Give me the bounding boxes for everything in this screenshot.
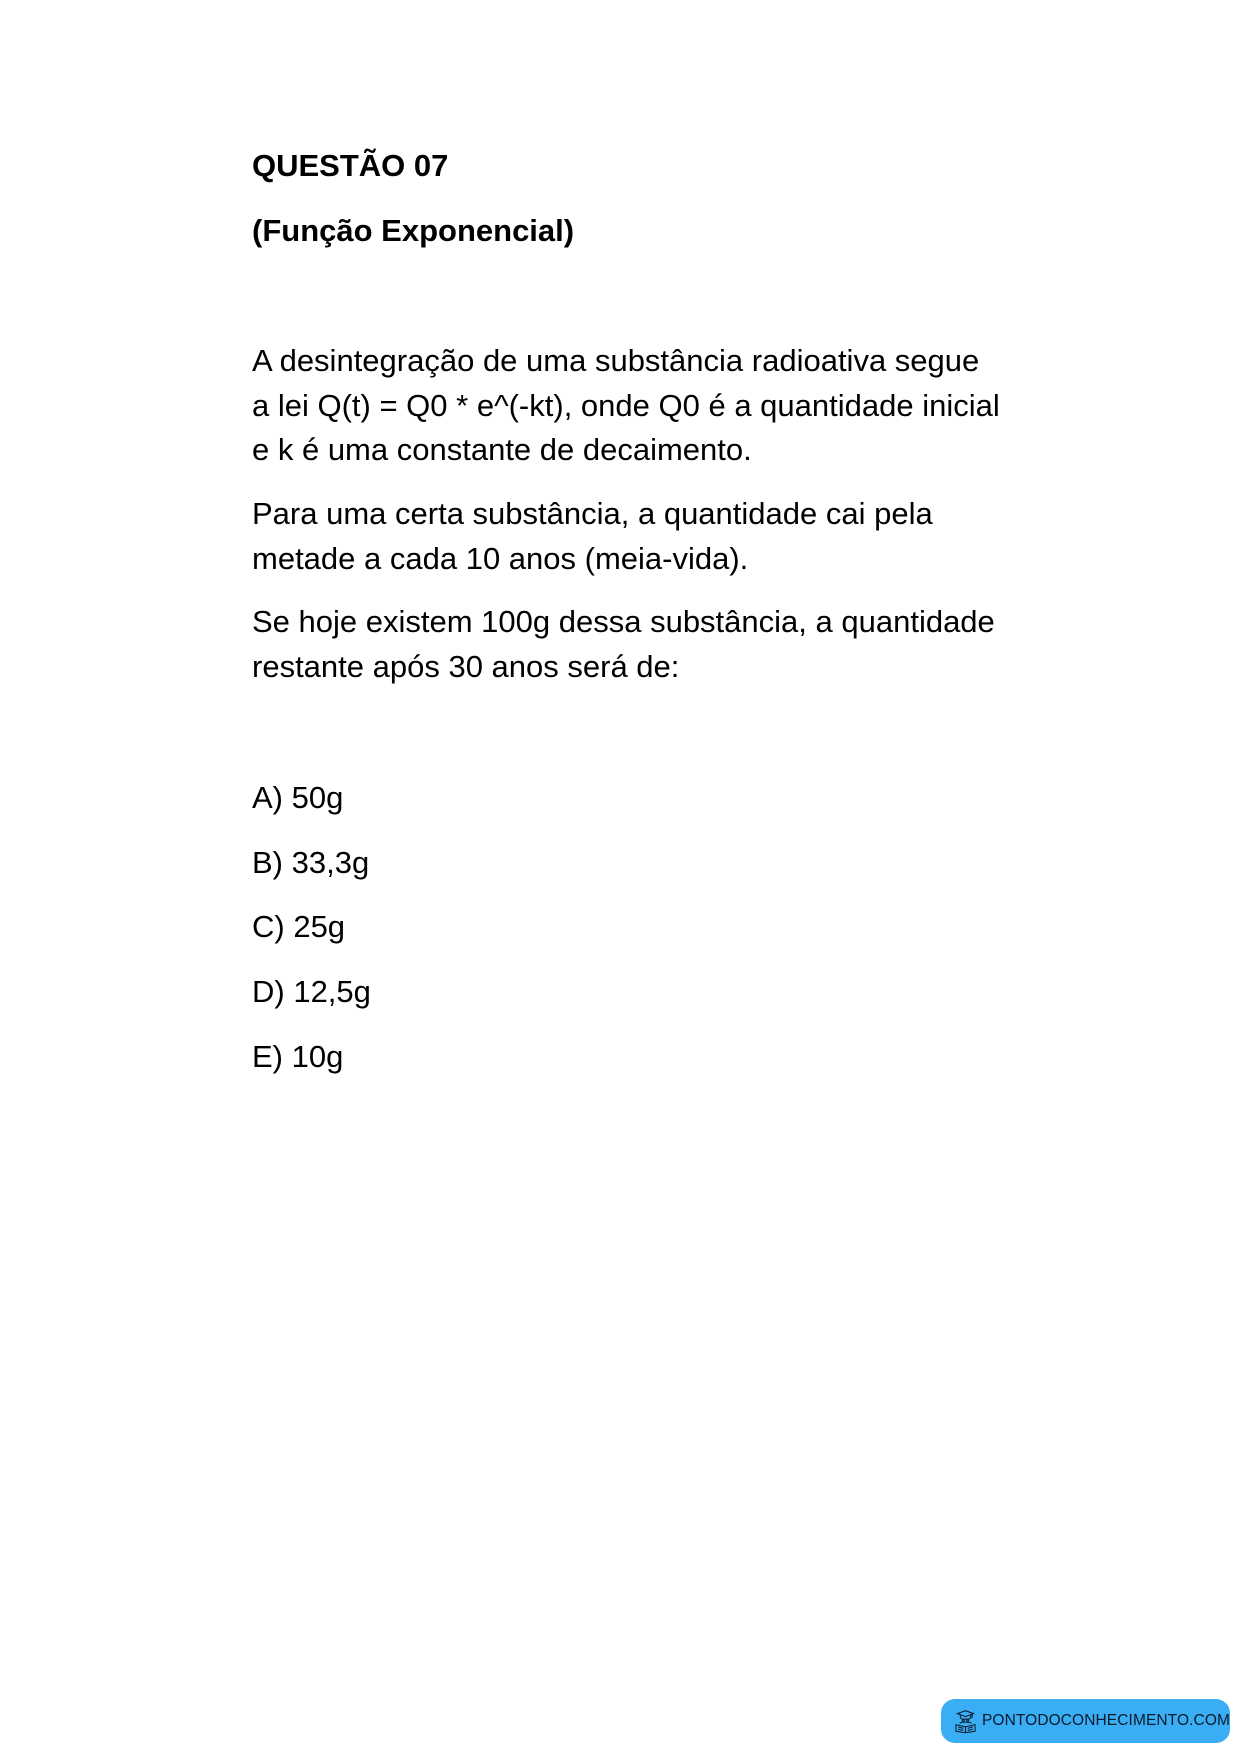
paragraph-1 — [252, 339, 1000, 473]
graduate-reading-book-icon — [953, 1704, 978, 1738]
option-b: B) 33,3g — [252, 845, 370, 880]
paragraph-line: restante após 30 anos será de: — [252, 648, 680, 684]
question-title: QUESTÃO 07 — [252, 148, 449, 183]
option-e: E) 10g — [252, 1039, 344, 1074]
paragraph-line: Se hoje existem 100g dessa substância, a quantidade — [252, 604, 995, 639]
option-d: D) 12,5g — [252, 974, 371, 1009]
paragraph-line: metade a cada 10 anos (meia-vida). — [252, 540, 749, 576]
paragraph-2 — [252, 492, 933, 581]
site-badge[interactable] — [941, 1699, 1230, 1743]
paragraph-line: e k é uma constante de decaimento. — [252, 432, 752, 467]
paragraph-3 — [252, 600, 995, 689]
option-c: C) 25g — [252, 909, 346, 944]
question-topic: (Função Exponencial) — [252, 213, 575, 248]
paragraph-line: a lei Q(t) = Q0 * e^(-kt), onde Q0 é a quantidade inicial — [252, 387, 1000, 423]
option-a: A) 50g — [252, 780, 344, 815]
paragraph-line: Para uma certa substância, a quantidade cai pela — [252, 496, 933, 531]
paragraph-line: A desintegração de uma substância radioativa segue — [252, 343, 980, 378]
badge-text: PONTODOCONHECIMENTO.COM — [981, 1712, 1230, 1729]
